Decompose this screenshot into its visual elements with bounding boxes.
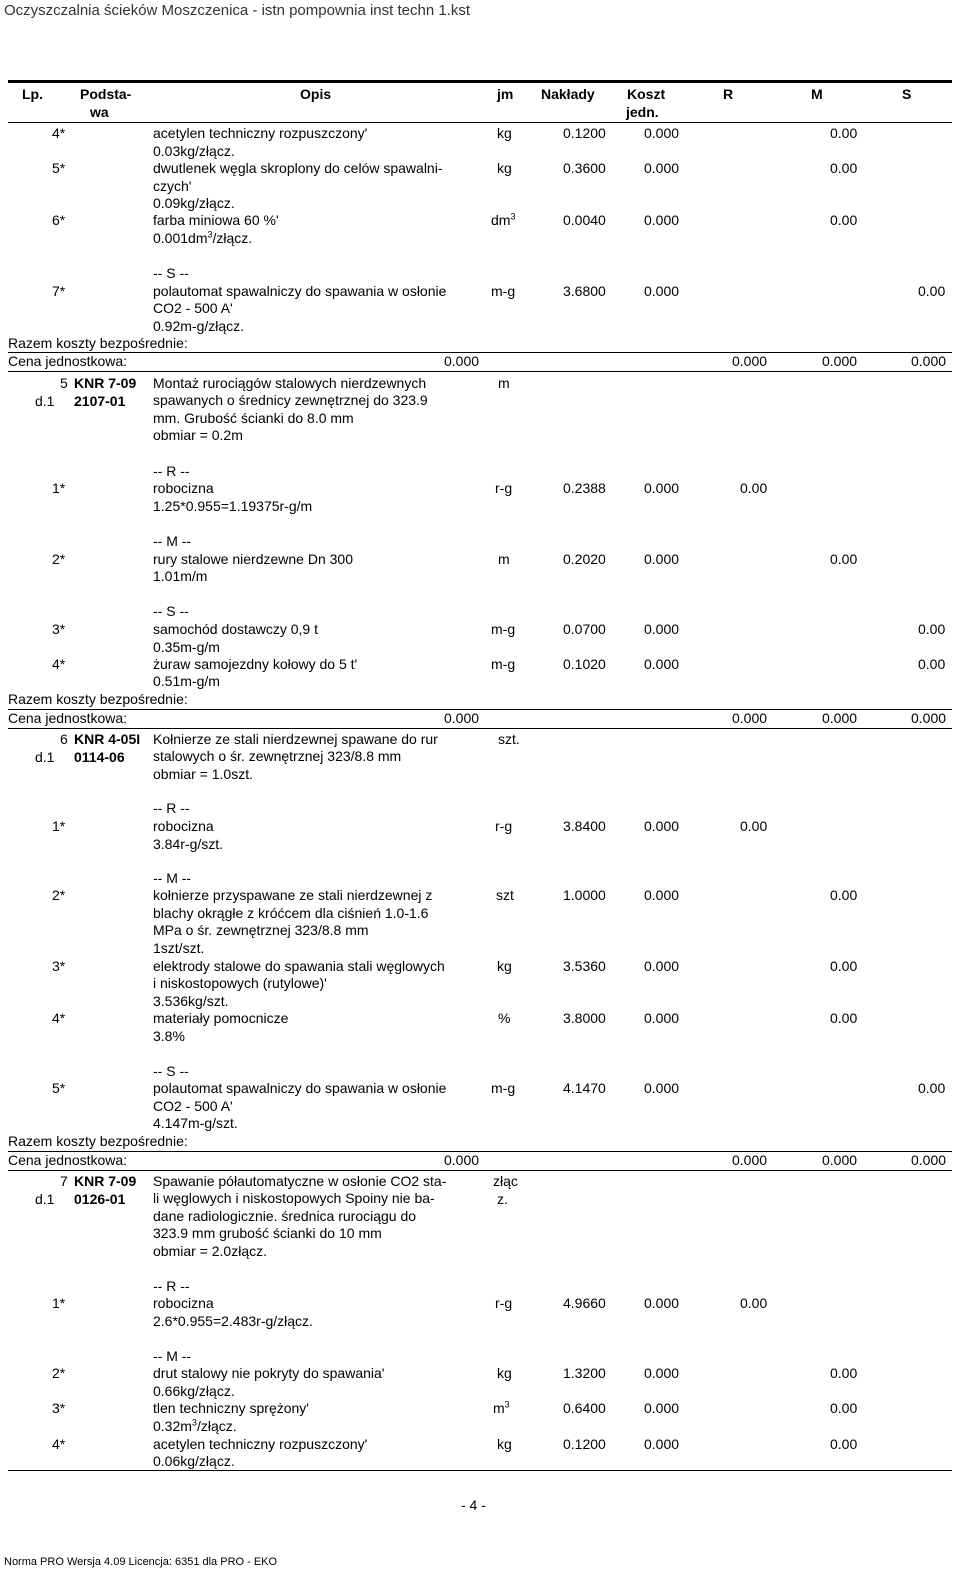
top-rule <box>8 80 952 83</box>
cena-value: 0.000 <box>911 353 947 369</box>
row-jm: kg <box>497 958 512 974</box>
row-opis: tlen techniczny sprężony' <box>153 1400 309 1416</box>
cena-value: 0.000 <box>444 1152 480 1168</box>
row-opis-2: CO2 - 500 A' <box>153 300 233 316</box>
rule <box>8 371 952 372</box>
section-label: -- M -- <box>153 1348 192 1364</box>
row-koszt: 0.000 <box>644 818 680 834</box>
row-jm: szt <box>496 887 514 903</box>
cena-value: 0.000 <box>822 710 858 726</box>
row-note: $0.32m^3$/złącz. <box>153 1417 237 1434</box>
row-opis: elektrody stalowe do spawania stali węglowych <box>153 958 445 974</box>
header-rule <box>8 122 952 123</box>
position-opis-3: dane radiologicznie. średnica rurociągu do <box>153 1208 417 1224</box>
row-opis: acetylen techniczny rozpuszczony' <box>153 1436 368 1452</box>
position-code: 0126-01 <box>74 1191 126 1207</box>
row-note: $0.001dm^3$/złącz. <box>153 229 253 246</box>
position-opis-4: 323.9 mm grubość ścianki do 10 mm <box>153 1225 382 1241</box>
row-opis-2: CO2 - 500 A' <box>153 1098 233 1114</box>
row-lp: 5* <box>52 160 66 176</box>
row-lp: 2* <box>52 887 66 903</box>
row-opis: drut stalowy nie pokryty do spawania' <box>153 1365 385 1381</box>
row-opis: farba miniowa 60 %' <box>153 212 279 228</box>
col-s: S <box>902 86 912 102</box>
row-naklady: 1.3200 <box>563 1365 606 1381</box>
section-label: -- S -- <box>153 1063 189 1079</box>
col-lp: Lp. <box>22 86 43 102</box>
cena-value: 0.000 <box>822 353 858 369</box>
row-koszt: 0.000 <box>644 656 680 672</box>
section-label: -- S -- <box>153 603 189 619</box>
row-opis: kołnierze przyspawane ze stali nierdzewnej z <box>153 887 433 903</box>
row-note: 0.66kg/złącz. <box>153 1383 235 1399</box>
position-opis: Spawanie półautomatyczne w osłonie CO2 sta- <box>153 1173 447 1189</box>
cena-value: 0.000 <box>911 710 947 726</box>
position-opis-2: spawanych o średnicy zewnętrznej do 323.9 <box>153 392 428 408</box>
col-koszt: Koszt <box>627 86 666 102</box>
row-jm: r-g <box>495 1295 513 1311</box>
row-naklady: 4.1470 <box>563 1080 606 1096</box>
col-opis: Opis <box>300 86 332 102</box>
row-koszt: 0.000 <box>644 160 680 176</box>
window-title-bar <box>0 0 960 22</box>
col-jm: jm <box>497 86 514 102</box>
cena-value: 0.000 <box>732 1152 768 1168</box>
row-naklady: 3.8000 <box>563 1010 606 1026</box>
row-lp: 4* <box>52 656 66 672</box>
position-opis: Montaż rurociągów stalowych nierdzewnych <box>153 375 427 391</box>
row-note: 3.8% <box>153 1028 185 1044</box>
row-value-r: 0.00 <box>740 1295 768 1311</box>
row-naklady: 4.9660 <box>563 1295 606 1311</box>
row-lp: 2* <box>52 1365 66 1381</box>
row-koszt: 0.000 <box>644 551 680 567</box>
section-label: -- R -- <box>153 800 190 816</box>
row-value-m: 0.00 <box>830 551 858 567</box>
row-lp: 7* <box>52 283 66 299</box>
row-value-m: 0.00 <box>830 212 858 228</box>
row-value-m: 0.00 <box>830 1010 858 1026</box>
page-number: - 4 - <box>461 1497 486 1513</box>
row-lp: 3* <box>52 958 66 974</box>
position-number: 7 <box>60 1173 68 1189</box>
position-opis-2: li węglowych i niskostopowych Spoiny nie ba- <box>153 1190 435 1206</box>
row-value-m: 0.00 <box>830 1365 858 1381</box>
row-jm: m-g <box>491 621 516 637</box>
row-note: 2.6*0.955=2.483r-g/złącz. <box>153 1313 313 1329</box>
row-note: 4.147m-g/szt. <box>153 1115 238 1131</box>
cena-label: Cena jednostkowa: <box>8 1152 128 1168</box>
row-lp: 1* <box>52 818 66 834</box>
cena-value: 0.000 <box>732 710 768 726</box>
row-naklady: 3.6800 <box>563 283 606 299</box>
row-opis: acetylen techniczny rozpuszczony' <box>153 125 368 141</box>
row-koszt: 0.000 <box>644 283 680 299</box>
row-naklady: 0.1200 <box>563 125 606 141</box>
col-r: R <box>723 86 734 102</box>
row-value-m: 0.00 <box>830 887 858 903</box>
row-opis: samochód dostawczy 0,9 t <box>153 621 318 637</box>
row-note: 1szt/szt. <box>153 940 205 956</box>
row-jm: m-g <box>491 1080 516 1096</box>
row-lp: 4* <box>52 1436 66 1452</box>
section-label: -- R -- <box>153 1278 190 1294</box>
row-koszt: 0.000 <box>644 958 680 974</box>
row-opis: żuraw samojezdny kołowy do 5 t' <box>153 656 358 672</box>
row-jm: % <box>498 1010 511 1026</box>
row-opis: polautomat spawalniczy do spawania w osłonie <box>153 1080 447 1096</box>
row-value-s: 0.00 <box>918 283 946 299</box>
rule <box>8 352 952 353</box>
row-naklady: 0.2020 <box>563 551 606 567</box>
position-jm: szt. <box>498 731 520 747</box>
row-note: 1.01m/m <box>153 568 208 584</box>
row-lp: 3* <box>52 621 66 637</box>
row-lp: 1* <box>52 1295 66 1311</box>
row-value-m: 0.00 <box>830 958 858 974</box>
position-opis-3: mm. Grubość ścianki do 8.0 mm <box>153 410 354 426</box>
position-d1: d.1 <box>35 1191 55 1207</box>
razem-label: Razem koszty bezpośrednie: <box>8 1133 188 1149</box>
cena-value: 0.000 <box>822 1152 858 1168</box>
position-code: 0114-06 <box>74 749 125 765</box>
row-opis-3: MPa o śr. zewnętrznej 323/8.8 mm <box>153 922 369 938</box>
row-opis: materiały pomocnicze <box>153 1010 289 1026</box>
row-value-s: 0.00 <box>918 656 946 672</box>
position-jm: m <box>498 375 510 391</box>
row-koszt: 0.000 <box>644 1400 680 1416</box>
position-opis-2: stalowych o śr. zewnętrznej 323/8.8 mm <box>153 748 402 764</box>
row-value-m: 0.00 <box>830 160 858 176</box>
row-koszt: 0.000 <box>644 1080 680 1096</box>
row-note: 0.92m-g/złącz. <box>153 318 245 334</box>
position-obmiar: obmiar = 1.0szt. <box>153 766 253 782</box>
rule <box>8 709 952 710</box>
col-naklady: Nakłady <box>541 86 595 102</box>
razem-label: Razem koszty bezpośrednie: <box>8 335 188 351</box>
position-number: 5 <box>60 375 68 391</box>
position-number: 6 <box>60 731 68 747</box>
row-opis: rury stalowe nierdzewne Dn 300 <box>153 551 353 567</box>
row-lp: 2* <box>52 551 66 567</box>
col-m: M <box>811 86 823 102</box>
section-label: -- S -- <box>153 265 189 281</box>
col-podstawa-2: wa <box>90 104 109 120</box>
row-koszt: 0.000 <box>644 1295 680 1311</box>
row-value-m: 0.00 <box>830 1436 858 1452</box>
row-koszt: 0.000 <box>644 1010 680 1026</box>
row-jm: m <box>498 551 510 567</box>
cena-value: 0.000 <box>444 710 480 726</box>
row-koszt: 0.000 <box>644 887 680 903</box>
row-naklady: 0.0040 <box>563 212 606 228</box>
row-jm: kg <box>497 125 512 141</box>
position-obmiar: obmiar = 0.2m <box>153 427 243 443</box>
row-value-m: 0.00 <box>830 125 858 141</box>
position-d1: d.1 <box>35 393 55 409</box>
row-naklady: 0.3600 <box>563 160 606 176</box>
row-jm: r-g <box>495 818 513 834</box>
position-code: 2107-01 <box>74 393 126 409</box>
row-note: 3.536kg/szt. <box>153 993 229 1009</box>
row-koszt: 0.000 <box>644 1436 680 1452</box>
row-note: 0.09kg/złącz. <box>153 195 235 211</box>
col-koszt-2: jedn. <box>626 104 659 120</box>
row-note: 0.35m-g/m <box>153 639 220 655</box>
row-note: 0.03kg/złącz. <box>153 143 235 159</box>
row-opis: polautomat spawalniczy do spawania w osłonie <box>153 283 447 299</box>
row-note: 0.51m-g/m <box>153 673 220 689</box>
row-jm: $dm^3$ <box>491 211 516 228</box>
rule <box>8 728 952 729</box>
position-knr: KNR 7-09 <box>74 375 137 391</box>
row-opis-2: czych' <box>153 178 192 194</box>
cena-value: 0.000 <box>444 353 480 369</box>
row-koszt: 0.000 <box>644 621 680 637</box>
section-label: -- R -- <box>153 463 190 479</box>
row-value-s: 0.00 <box>918 621 946 637</box>
position-knr: KNR 7-09 <box>74 1173 137 1189</box>
position-jm-2: z. <box>497 1191 508 1207</box>
row-koszt: 0.000 <box>644 212 680 228</box>
row-jm: kg <box>497 1436 512 1452</box>
row-value-m: 0.00 <box>830 1400 858 1416</box>
document-title: Oczyszczalnia ścieków Moszczenica - istn pompownia inst techn 1.kst <box>4 2 471 19</box>
row-value-r: 0.00 <box>740 480 768 496</box>
col-podstawa: Podsta- <box>80 86 132 102</box>
row-naklady: 0.1200 <box>563 1436 606 1452</box>
row-naklady: 0.2388 <box>563 480 606 496</box>
row-note: 0.06kg/złącz. <box>153 1453 235 1469</box>
row-naklady: 0.6400 <box>563 1400 606 1416</box>
section-label: -- M -- <box>153 870 192 886</box>
row-jm: kg <box>497 160 512 176</box>
row-value-r: 0.00 <box>740 818 768 834</box>
cena-label: Cena jednostkowa: <box>8 353 128 369</box>
row-opis: dwutlenek węgla skroplony do celów spawalni- <box>153 160 443 176</box>
row-lp: 4* <box>52 125 66 141</box>
row-naklady: 0.1020 <box>563 656 606 672</box>
footer-text: Norma PRO Wersja 4.09 Licencja: 6351 dla PRO - EKO <box>4 1556 278 1568</box>
position-obmiar: obmiar = 2.0złącz. <box>153 1243 267 1259</box>
row-naklady: 3.8400 <box>563 818 606 834</box>
row-opis-2: blachy okrągłe z króćcem dla ciśnień 1.0-1.6 <box>153 905 429 921</box>
row-lp: 3* <box>52 1400 66 1416</box>
position-knr: KNR 4-05I <box>74 731 141 747</box>
row-value-s: 0.00 <box>918 1080 946 1096</box>
section-label: -- M -- <box>153 533 192 549</box>
position-opis: Kołnierze ze stali nierdzewnej spawane do rur <box>153 731 438 747</box>
row-opis: robocizna <box>153 818 214 834</box>
row-koszt: 0.000 <box>644 125 680 141</box>
row-jm: m-g <box>491 656 516 672</box>
row-opis: robocizna <box>153 1295 214 1311</box>
row-naklady: 1.0000 <box>563 887 606 903</box>
row-jm: m-g <box>491 283 516 299</box>
row-opis: robocizna <box>153 480 214 496</box>
row-koszt: 0.000 <box>644 480 680 496</box>
row-jm: kg <box>497 1365 512 1381</box>
rule <box>8 1170 952 1171</box>
row-naklady: 0.0700 <box>563 621 606 637</box>
row-jm: r-g <box>495 480 513 496</box>
row-note: 3.84r-g/szt. <box>153 836 224 852</box>
row-jm: $m^3$ <box>493 1399 510 1416</box>
cena-value: 0.000 <box>911 1152 947 1168</box>
row-lp: 6* <box>52 212 66 228</box>
row-opis-2: i niskostopowych (rutylowe)' <box>153 975 327 991</box>
cena-label: Cena jednostkowa: <box>8 710 128 726</box>
razem-label: Razem koszty bezpośrednie: <box>8 691 188 707</box>
row-note: 1.25*0.955=1.19375r-g/m <box>153 498 313 514</box>
row-naklady: 3.5360 <box>563 958 606 974</box>
cena-value: 0.000 <box>732 353 768 369</box>
rule <box>8 1151 952 1152</box>
bottom-rule <box>8 1470 952 1471</box>
row-lp: 4* <box>52 1010 66 1026</box>
row-koszt: 0.000 <box>644 1365 680 1381</box>
row-lp: 5* <box>52 1080 66 1096</box>
position-jm: złąc <box>493 1173 518 1189</box>
position-d1: d.1 <box>35 749 55 765</box>
row-lp: 1* <box>52 480 66 496</box>
